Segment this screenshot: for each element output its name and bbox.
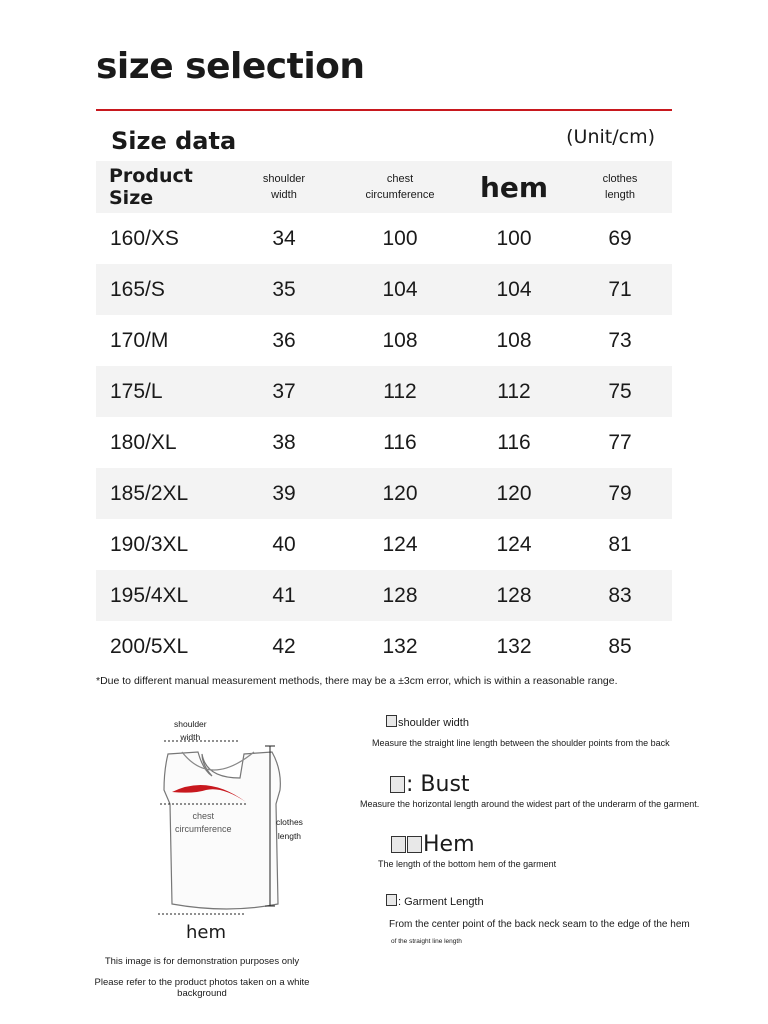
diagram-hem-label: hem <box>186 922 227 943</box>
diagram-length-line2: length <box>277 831 302 841</box>
cell-chest: 128 <box>382 583 418 607</box>
cell-shoulder: 38 <box>272 430 296 454</box>
cell-length: 83 <box>608 583 632 607</box>
cell-shoulder: 41 <box>272 583 296 607</box>
cell-hem: 120 <box>496 481 532 505</box>
table-caption: Size data <box>111 127 237 155</box>
cell-shoulder: 42 <box>272 634 296 658</box>
garment-length-description-2: of the straight line length <box>391 938 462 945</box>
cell-length: 81 <box>608 532 632 556</box>
cell-shoulder: 39 <box>272 481 296 505</box>
header-clothes-length <box>568 161 672 213</box>
cell-hem: 116 <box>497 430 531 454</box>
table-row <box>96 417 672 468</box>
cell-length: 79 <box>608 481 632 505</box>
shoulder-description: Measure the straight line length between the shoulder points from the back <box>372 738 670 748</box>
diagram-shoulder-label <box>174 718 207 744</box>
header-product-size: Product Size <box>109 165 193 209</box>
table-header-row <box>96 161 672 213</box>
cell-chest: 104 <box>382 277 418 301</box>
table-row <box>96 264 672 315</box>
table-row <box>96 621 672 672</box>
table-row <box>96 468 672 519</box>
garment-length-description: From the center point of the back neck seam to the edge of the hem <box>389 919 690 930</box>
diagram-chest-label <box>175 810 232 836</box>
missing-glyph-icon <box>386 894 397 906</box>
garment-length-title <box>386 894 484 908</box>
cell-hem: 128 <box>496 583 532 607</box>
garment-length-title-text: : Garment Length <box>398 896 484 908</box>
garment-diagram <box>150 712 330 952</box>
header-length-line2: length <box>605 189 635 201</box>
cell-chest: 132 <box>382 634 418 658</box>
cell-chest: 100 <box>382 226 418 250</box>
bust-description: Measure the horizontal length around the widest part of the underarm of the garment. <box>360 799 700 809</box>
cell-chest: 116 <box>383 430 417 454</box>
table-row <box>96 366 672 417</box>
table-row <box>96 213 672 264</box>
header-chest-line2: circumference <box>365 189 435 201</box>
cell-size: 190/3XL <box>110 532 189 556</box>
cell-hem: 108 <box>496 328 532 352</box>
photo-caption: Please refer to the product photos taken on a white background <box>94 977 310 999</box>
cell-size: 185/2XL <box>110 481 189 505</box>
cell-hem: 104 <box>496 277 532 301</box>
cell-length: 71 <box>608 277 632 301</box>
missing-glyph-icon <box>391 836 406 853</box>
header-chest-line1: chest <box>386 173 414 185</box>
cell-hem: 132 <box>496 634 532 658</box>
cell-hem: 112 <box>497 379 531 403</box>
cell-size: 175/L <box>110 379 163 403</box>
measurement-footnote: *Due to different manual measurement methods, there may be a ±3cm error, which is within a reasonable range. <box>96 675 618 687</box>
cell-size: 180/XL <box>110 430 177 454</box>
header-chest-circumference <box>340 161 460 213</box>
table-row <box>96 570 672 621</box>
cell-length: 75 <box>608 379 632 403</box>
unit-label: (Unit/cm) <box>566 126 655 148</box>
demo-caption: This image is for demonstration purposes only <box>104 956 300 967</box>
bust-title <box>390 772 470 797</box>
hem-title-text: Hem <box>423 832 475 857</box>
cell-length: 69 <box>608 226 632 250</box>
diagram-length-label <box>276 815 303 843</box>
hem-description: The length of the bottom hem of the garment <box>378 859 557 869</box>
diagram-chest-line1: chest <box>192 811 215 821</box>
cell-length: 85 <box>608 634 632 658</box>
cell-chest: 120 <box>382 481 418 505</box>
cell-hem: 124 <box>496 532 532 556</box>
missing-glyph-icon <box>386 715 397 727</box>
cell-chest: 124 <box>382 532 418 556</box>
cell-chest: 108 <box>382 328 418 352</box>
cell-shoulder: 35 <box>272 277 296 301</box>
cell-shoulder: 34 <box>272 226 296 250</box>
cell-length: 73 <box>608 328 632 352</box>
cell-size: 165/S <box>110 277 165 301</box>
bust-title-text: : Bust <box>406 772 470 797</box>
missing-glyph-icon <box>390 776 405 793</box>
page-title: size selection <box>96 46 365 87</box>
cell-shoulder: 37 <box>272 379 296 403</box>
table-row <box>96 519 672 570</box>
header-shoulder-line1: shoulder <box>262 173 306 185</box>
header-shoulder-line2: width <box>271 189 297 201</box>
shoulder-title-text: shoulder width <box>398 717 469 729</box>
size-table <box>96 161 672 672</box>
cell-length: 77 <box>608 430 632 454</box>
cell-size: 160/XS <box>110 226 179 250</box>
cell-hem: 100 <box>496 226 532 250</box>
missing-glyph-icon <box>407 836 422 853</box>
shoulder-title <box>386 715 469 729</box>
header-length-line1: clothes <box>602 173 638 185</box>
diagram-shoulder-line1: shoulder <box>174 719 207 729</box>
cell-size: 200/5XL <box>110 634 189 658</box>
diagram-shoulder-line2: width <box>180 732 201 742</box>
hem-title <box>391 832 475 857</box>
header-shoulder-width <box>228 161 340 213</box>
cell-size: 170/M <box>110 328 169 352</box>
cell-chest: 112 <box>383 379 417 403</box>
title-divider <box>96 109 672 111</box>
cell-size: 195/4XL <box>110 583 189 607</box>
diagram-length-line1: clothes <box>276 817 303 827</box>
header-hem: hem <box>479 170 549 204</box>
cell-shoulder: 36 <box>272 328 296 352</box>
diagram-chest-line2: circumference <box>175 824 232 834</box>
cell-shoulder: 40 <box>272 532 296 556</box>
table-row <box>96 315 672 366</box>
